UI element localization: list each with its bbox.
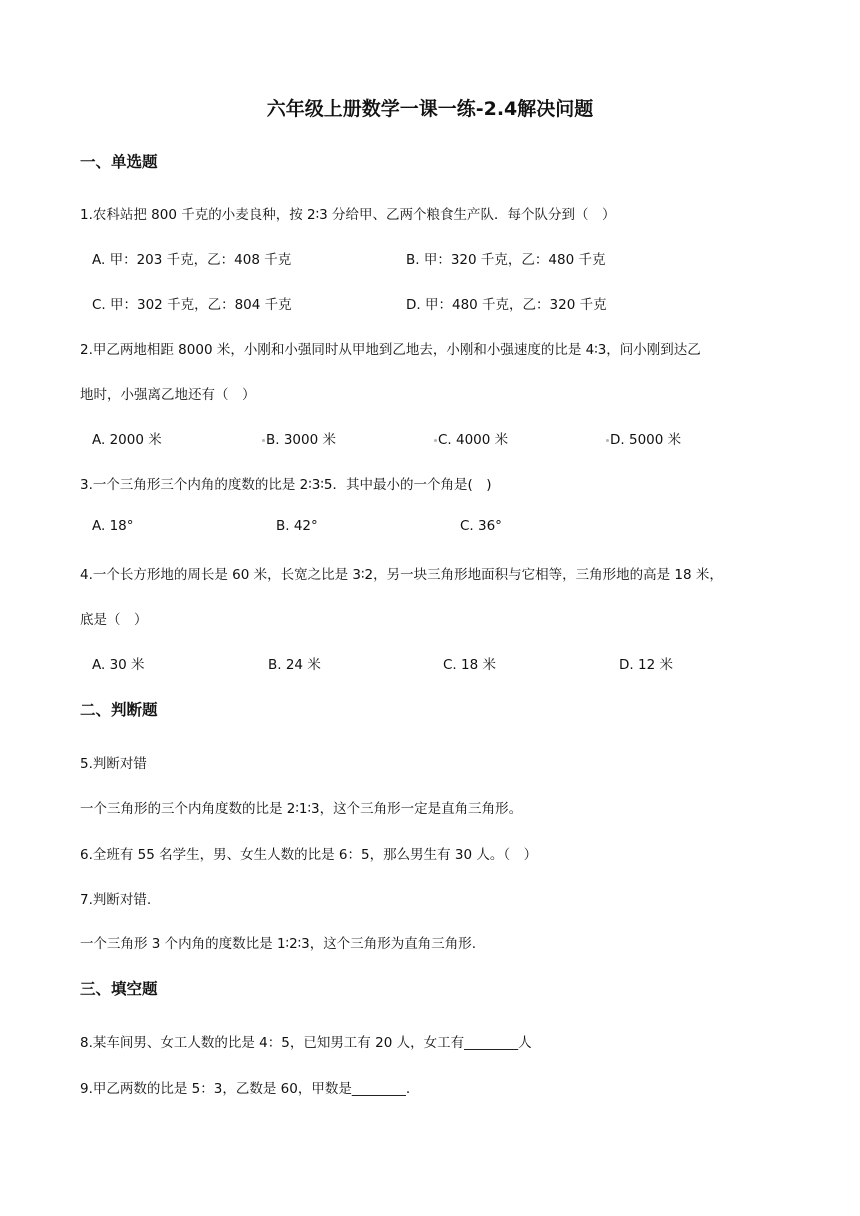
question-1-option-b: B. 甲：320 千克，乙：480 千克 xyxy=(406,252,606,268)
question-2-option-d: D. 5000 米 xyxy=(610,432,682,448)
section-heading-single-choice: 一、单选题 xyxy=(80,153,158,171)
question-1-option-d: D. 甲：480 千克，乙：320 千克 xyxy=(406,297,607,313)
page-title: 六年级上册数学一课一练-2.4解决问题 xyxy=(266,98,594,120)
section-heading-true-false: 二、判断题 xyxy=(80,701,158,719)
question-2-stem-line-2: 地时，小强离乙地还有（ ） xyxy=(80,387,256,403)
question-5-body: 一个三角形的三个内角度数的比是 2∶1∶3，这个三角形一定是直角三角形。 xyxy=(80,801,523,817)
question-5-stem: 5.判断对错 xyxy=(80,756,147,772)
question-2-option-b: B. 3000 米 xyxy=(266,432,336,448)
question-3-option-b: B. 42° xyxy=(276,518,318,534)
question-3-option-a: A. 18° xyxy=(92,518,134,534)
question-4-option-d: D. 12 米 xyxy=(619,657,673,673)
bullet-dot-icon xyxy=(262,439,265,442)
question-1-option-a: A. 甲：203 千克，乙：408 千克 xyxy=(92,252,292,268)
question-4-stem-line-2: 底是（ ） xyxy=(80,612,148,628)
bullet-dot-icon xyxy=(606,439,609,442)
question-9-stem: 9.甲乙两数的比是 5：3，乙数是 60，甲数是________. xyxy=(80,1081,411,1097)
question-2-option-d-wrap xyxy=(606,428,681,448)
question-2-option-b-wrap xyxy=(262,428,336,448)
bullet-dot-icon xyxy=(434,439,437,442)
question-1-stem: 1.农科站把 800 千克的小麦良种，按 2∶3 分给甲、乙两个粮食生产队．每个队分到（ ） xyxy=(80,207,616,223)
question-6-stem: 6.全班有 55 名学生，男、女生人数的比是 6：5，那么男生有 30 人。（ ） xyxy=(80,847,538,863)
question-1-option-c: C. 甲：302 千克，乙：804 千克 xyxy=(92,297,292,313)
question-4-option-b: B. 24 米 xyxy=(268,657,321,673)
question-4-option-a: A. 30 米 xyxy=(92,657,145,673)
question-2-stem-line-1: 2.甲乙两地相距 8000 米，小刚和小强同时从甲地到乙地去，小刚和小强速度的比是 4∶3，问小刚到达乙 xyxy=(80,342,701,358)
question-7-stem: 7.判断对错. xyxy=(80,892,152,908)
question-7-body: 一个三角形 3 个内角的度数比是 1∶2∶3，这个三角形为直角三角形. xyxy=(80,936,477,952)
question-2-option-a: A. 2000 米 xyxy=(92,432,162,448)
section-heading-fill-blank: 三、填空题 xyxy=(80,980,158,998)
question-3-stem: 3.一个三角形三个内角的度数的比是 2∶3∶5．其中最小的一个角是( ) xyxy=(80,477,492,493)
question-4-option-c: C. 18 米 xyxy=(443,657,496,673)
question-4-stem-line-1: 4.一个长方形地的周长是 60 米，长宽之比是 3∶2，另一块三角形地面积与它相等，三角形地的高是 18 米， xyxy=(80,567,723,583)
question-3-option-c: C. 36° xyxy=(460,518,502,534)
question-8-stem: 8.某车间男、女工人数的比是 4：5，已知男工有 20 人，女工有________人 xyxy=(80,1035,532,1051)
question-2-option-c: C. 4000 米 xyxy=(438,432,509,448)
question-2-option-c-wrap xyxy=(434,428,508,448)
